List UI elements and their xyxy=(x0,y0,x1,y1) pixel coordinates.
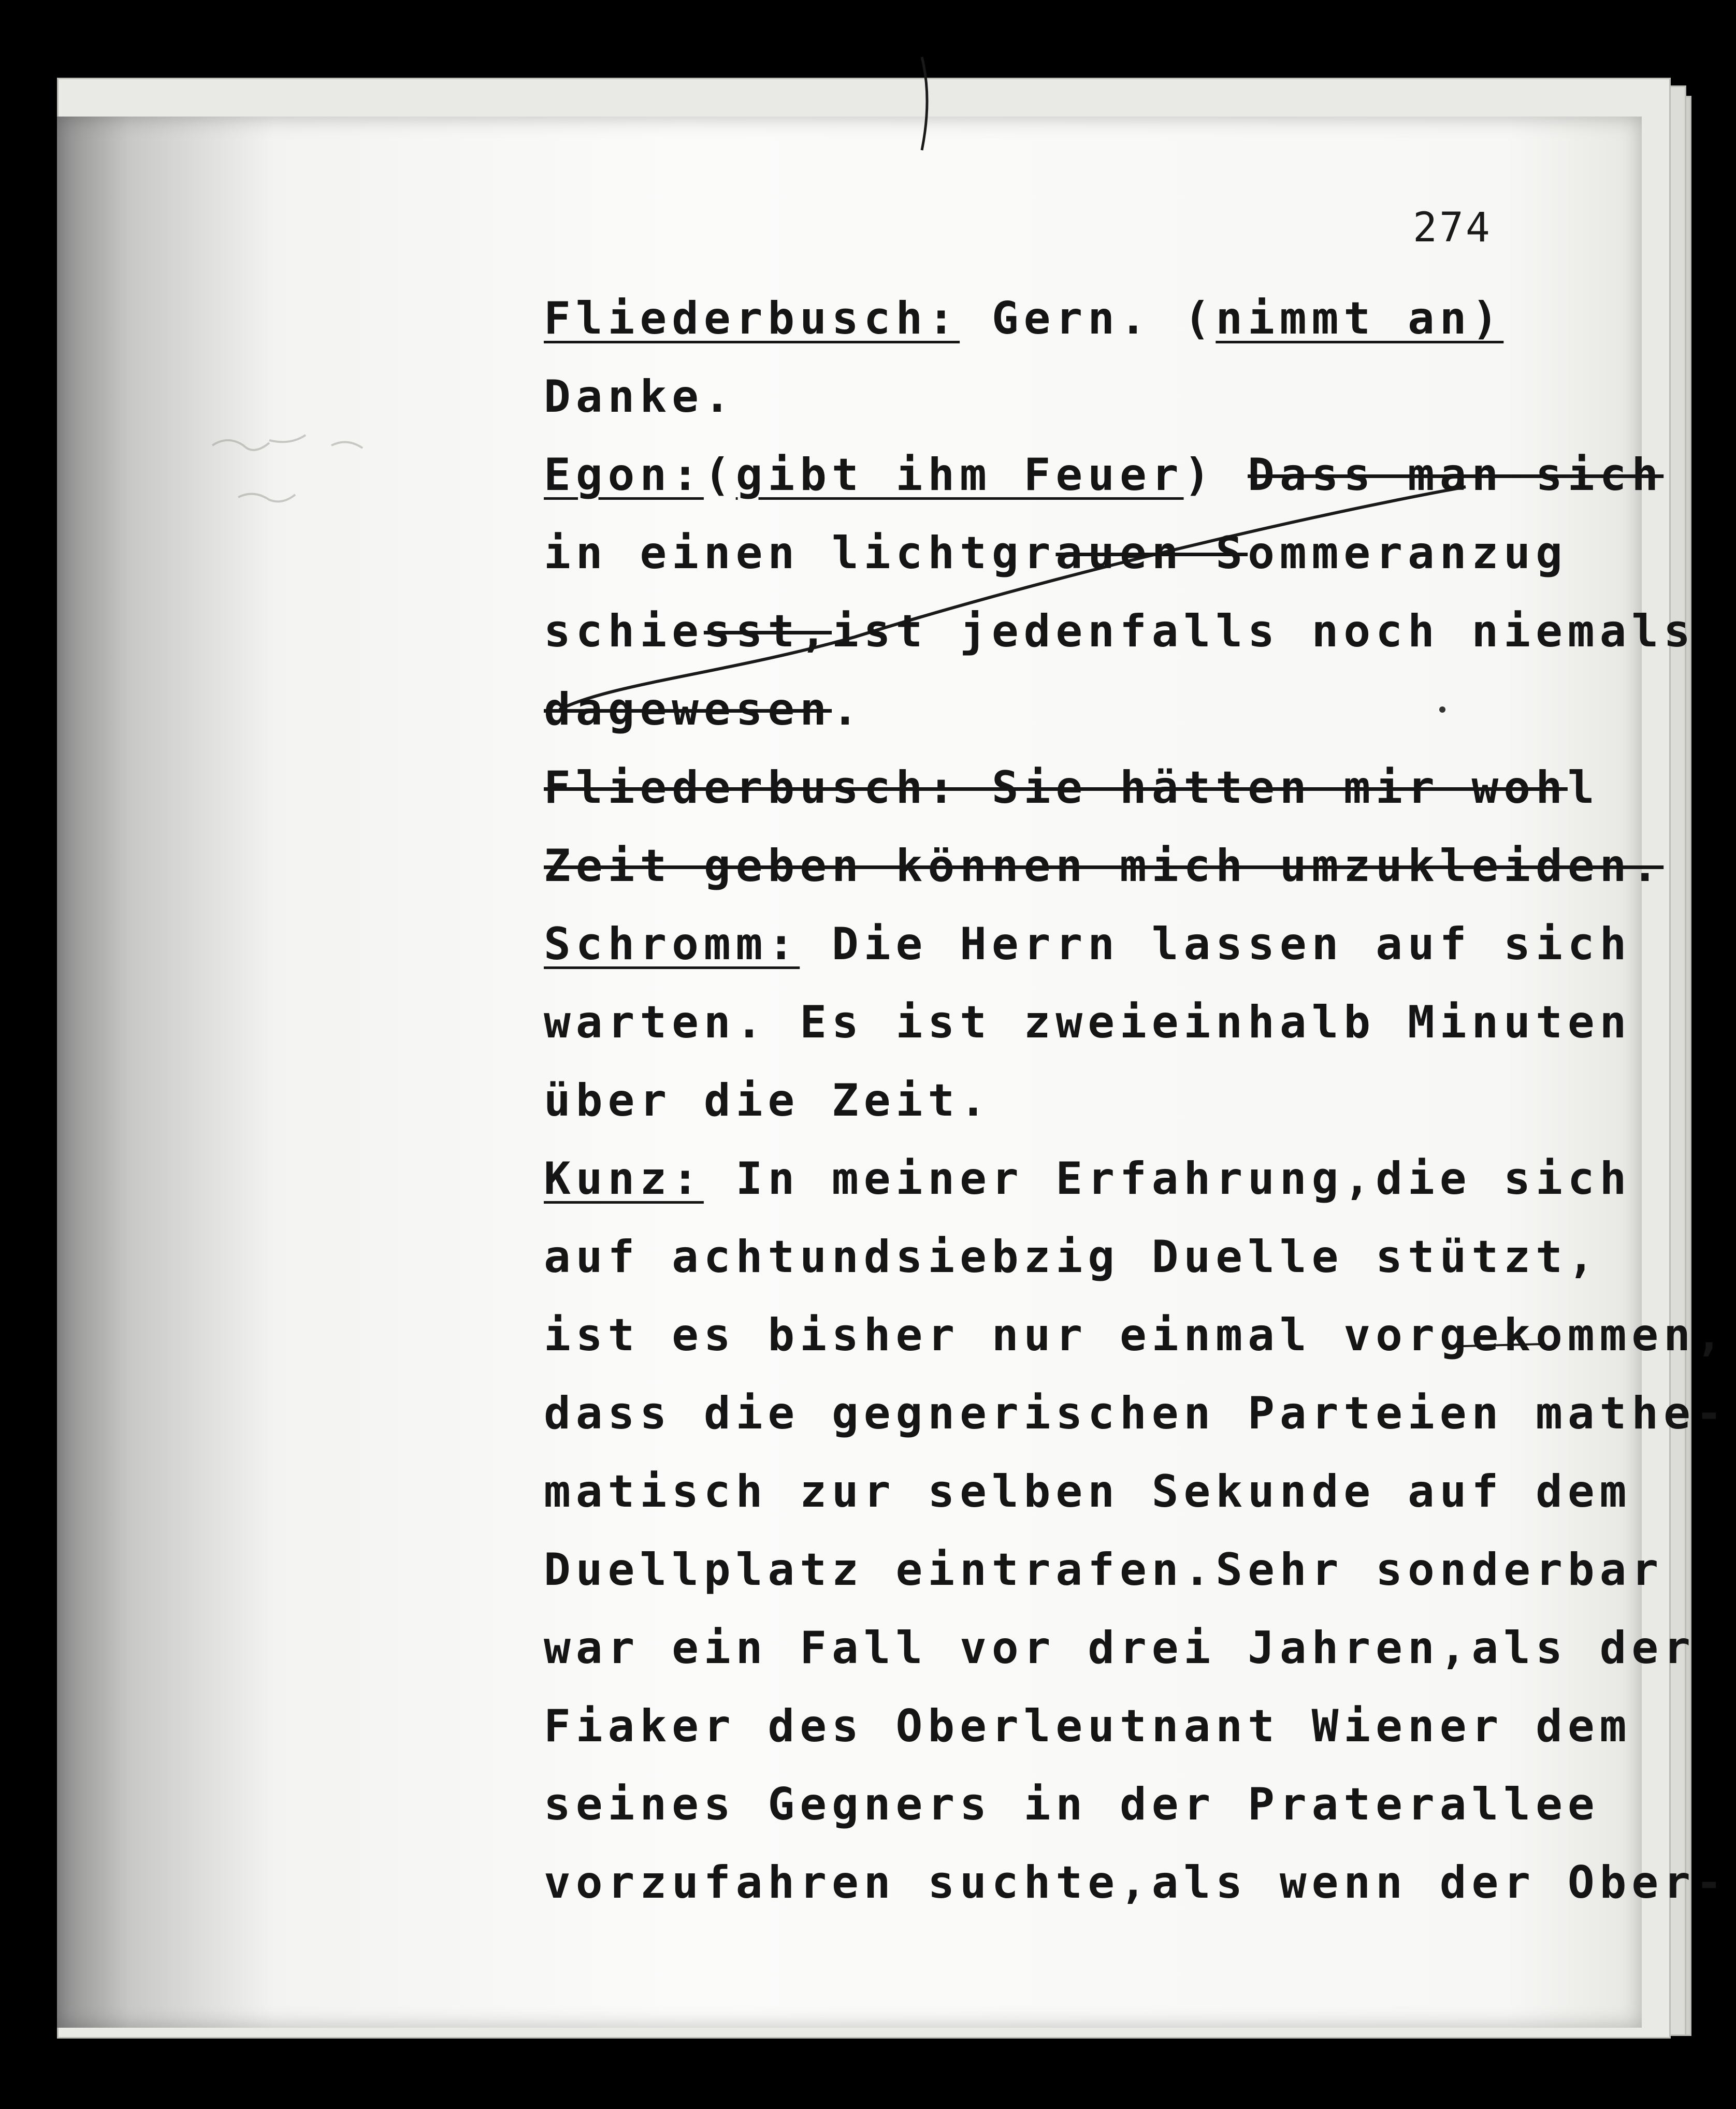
line-text: schie xyxy=(544,605,704,657)
line-text: warten. Es ist zweieinhalb Minuten xyxy=(544,996,1632,1048)
text-line xyxy=(544,1766,1600,1844)
text-line xyxy=(544,1531,1664,1609)
speaker-name: Fliederbusch: xyxy=(544,293,960,344)
text-line xyxy=(544,905,1632,984)
line-text: dass die gegnerischen Parteien mathe- xyxy=(544,1388,1728,1439)
line-text: ) xyxy=(1183,449,1248,501)
text-line xyxy=(544,671,1580,749)
struck-text: Dass man sich xyxy=(1248,449,1664,501)
line-text: Die Herrn lassen auf sich xyxy=(800,918,1632,970)
speaker-name: Kunz: xyxy=(544,1153,704,1205)
text-line xyxy=(544,1687,1632,1766)
text-line xyxy=(544,1062,1580,1140)
line-text: über die Zeit. xyxy=(544,1075,992,1126)
stage-direction: gibt ihm Feuer xyxy=(735,449,1184,501)
line-text: seines Gegners in der Praterallee xyxy=(544,1779,1600,1830)
text-line xyxy=(544,514,1580,593)
text-line xyxy=(544,1218,1600,1296)
line-text: In meiner Erfahrung,die sich xyxy=(703,1153,1632,1205)
line-text: ommeranzug xyxy=(1248,527,1568,579)
line-text: auf achtundsiebzig Duelle stützt, xyxy=(544,1231,1600,1283)
text-line xyxy=(544,593,1696,671)
line-text: l xyxy=(1567,762,1600,814)
text-line xyxy=(544,984,1632,1062)
text-line xyxy=(544,436,1664,514)
text-line xyxy=(544,1375,1728,1453)
text-line xyxy=(544,749,1600,827)
line-text: Danke. xyxy=(544,371,736,423)
typescript-body xyxy=(544,280,1728,1922)
text-line xyxy=(544,827,1664,905)
speaker-name: Egon: xyxy=(544,449,704,501)
struck-text: Zeit geben können mich umzukleiden. xyxy=(544,840,1664,892)
line-text: Duellplatz eintrafen.Sehr sonderbar xyxy=(544,1544,1664,1596)
line-text: . xyxy=(832,684,864,735)
line-text: war ein Fall vor drei Jahren,als der xyxy=(544,1622,1696,1674)
text-line xyxy=(544,1453,1632,1531)
text-line xyxy=(544,358,1580,436)
text-line xyxy=(544,1140,1632,1218)
line-text: Fiaker des Oberleutnant Wiener dem xyxy=(544,1700,1632,1752)
speaker-name: Schromm: xyxy=(544,918,800,970)
stage-direction: nimmt an) xyxy=(1216,293,1504,344)
line-text: in einen lichtgr xyxy=(544,527,1056,579)
struck-text: Fliederbusch: Sie hätten mir woh xyxy=(544,762,1568,814)
line-text: Gern. ( xyxy=(960,293,1216,344)
text-line xyxy=(544,280,1580,358)
struck-text: sst, xyxy=(703,605,832,657)
line-text: ist es bisher nur einmal vorgekommen, xyxy=(544,1309,1728,1361)
struck-text: dagewesen xyxy=(544,684,832,735)
page-number: 274 xyxy=(1413,205,1492,251)
text-line xyxy=(544,1296,1728,1375)
line-text: matisch zur selben Sekunde auf dem xyxy=(544,1466,1632,1518)
line-text: vorzufahren suchte,als wenn der Ober- xyxy=(544,1857,1728,1909)
line-text: ist jedenfalls noch niemals xyxy=(832,605,1696,657)
struck-text: auen S xyxy=(1055,527,1248,579)
text-line xyxy=(544,1844,1728,1922)
text-line xyxy=(544,1609,1696,1687)
line-text: ( xyxy=(703,449,736,501)
